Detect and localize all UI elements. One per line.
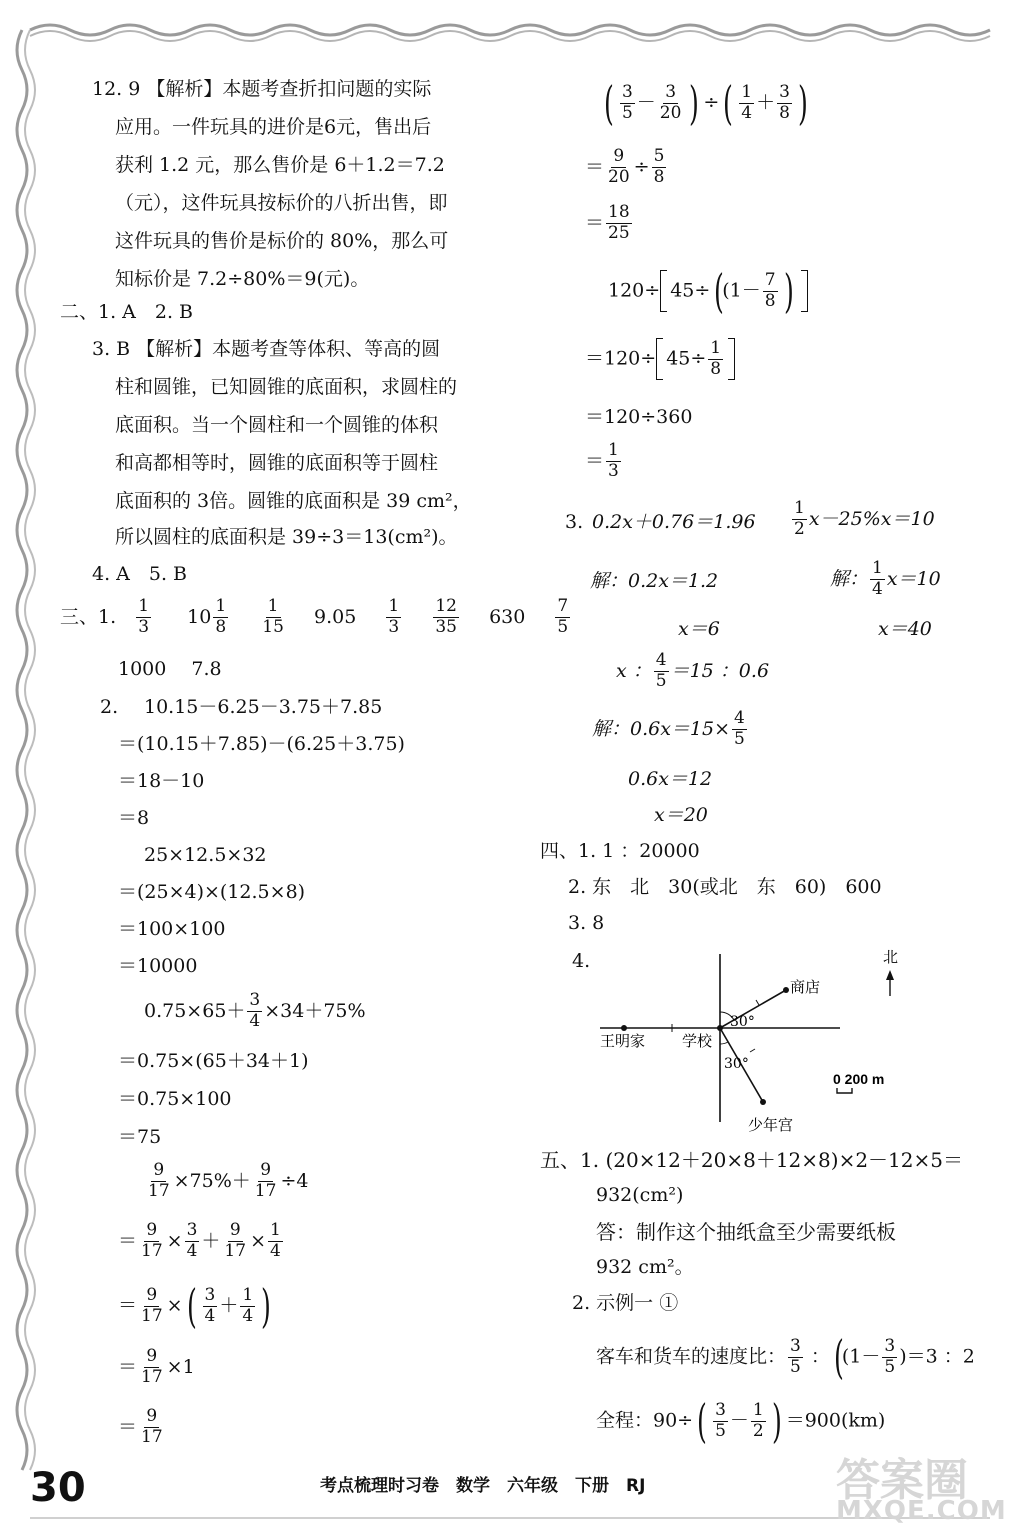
solution-c-2: 0.6x＝12 <box>628 768 713 790</box>
calc2-line-2: ＝(25×4)×(12.5×8) <box>118 881 306 903</box>
calc1-line-4: ＝8 <box>118 807 150 829</box>
calc2-line-1: 25×12.5×32 <box>144 844 267 866</box>
right-expr2-line-2: ＝120÷ 45÷ $\frac{1}{8}$ <box>585 338 735 380</box>
right-expr2-line-1: 120÷ 45÷((1－ $\frac{7}{8}$ ) <box>608 268 808 314</box>
angle-label-2: 30° <box>724 1056 749 1072</box>
answer-fraction-1: $\frac{1}{3}$ <box>138 596 150 637</box>
calc4-line-3: ＝ $\frac{9}{17}$ ×( $\frac{3}{4}$ ＋ $\frac{1}{4}$ ) <box>118 1279 272 1333</box>
equation-b: $\frac{1}{2}$ x－25%x＝10 <box>794 498 935 539</box>
calc3-line-2: ＝0.75×(65＋34＋1) <box>118 1050 309 1072</box>
home-point <box>621 1025 627 1031</box>
sec5-q2-label: 2. 示例一 ① <box>572 1292 679 1314</box>
calc2-line-4: ＝10000 <box>118 955 198 977</box>
sec4-q4-label: 4. <box>572 950 591 972</box>
right-expr1-line-2: ＝ $\frac{9}{20}$ ÷ $\frac{5}{8}$ <box>585 146 665 187</box>
palace-point <box>760 1099 766 1105</box>
north-label: 北 <box>883 948 899 966</box>
sec2-q3-line-4: 和高都相等时，圆锥的底面积等于圆柱 <box>115 452 439 474</box>
calc4-line-2: ＝ $\frac{9}{17}$ × $\frac{3}{4}$ ＋ $\frac{9}{17}$ × $\frac{1}{4}$ <box>118 1220 281 1261</box>
sec5-q1-line-1: 五、1. (20×12＋20×8＋12×8)×2－12×5＝ <box>540 1148 963 1172</box>
q12-line-1: 12. 9 【解析】本题考查折扣问题的实际 <box>92 78 432 100</box>
answer-fraction-5: $\frac{12}{35}$ <box>435 596 457 637</box>
answer-fraction-3: $\frac{1}{15}$ <box>262 596 284 637</box>
q12-line-4: （元），这件玩具按标价的八折出售，即 <box>115 192 448 214</box>
calc2-line-3: ＝100×100 <box>118 918 226 940</box>
calc1-line-1: 10.15－6.25－3.75＋7.85 <box>144 696 383 718</box>
angle-arc-2 <box>720 1042 728 1044</box>
answer-fraction-6: $\frac{7}{5}$ <box>557 596 569 637</box>
answer-fraction-2: $\frac{1}{8}$ <box>215 596 227 637</box>
speed-ratio-line: 客车和货车的速度比： $\frac{3}{5}$ ：((1－ $\frac{3}{5}$ )＝3 ：2 <box>596 1330 975 1384</box>
answer-decimal: 9.05 <box>314 605 357 628</box>
calc3-line-1: 0.75×65＋ $\frac{3}{4}$ ×34＋75% <box>144 990 366 1031</box>
sec2-q4-q5: 4. A 5. B <box>92 563 188 585</box>
sec3-answer-row <box>60 598 572 637</box>
scale-label: 0 200 m <box>833 1071 885 1087</box>
sec2-q1-q2: 二、1. A 2. B <box>60 301 194 323</box>
scale-bar <box>837 1088 852 1093</box>
right-expr1-line-1: ( $\frac{3}{5}$ － $\frac{3}{20}$ ) ÷( $\frac{1}{4}$ ＋ $\frac{3}{8}$ ) <box>604 76 808 130</box>
answer-c: x＝20 <box>654 804 708 826</box>
right-expr2-line-4: ＝ $\frac{1}{3}$ <box>585 440 619 481</box>
calc4-line-5: ＝ $\frac{9}{17}$ <box>118 1406 163 1447</box>
calc3-line-3: ＝0.75×100 <box>118 1088 232 1110</box>
school-point <box>717 1025 723 1031</box>
angle-label-1: 30° <box>730 1014 755 1030</box>
sec3-label: 三、1. <box>60 605 117 628</box>
sec5-q1-line-2: 932(cm²) <box>596 1184 684 1206</box>
sec2-q3-line-5: 底面积的 3倍。圆锥的底面积是 39 cm²， <box>115 490 472 512</box>
solution-c: 解：0.6x＝15× $\frac{4}{5}$ <box>592 708 745 749</box>
sec3-q2-label: 2. <box>100 696 119 718</box>
sec5-q1-answer-2: 932 cm²。 <box>596 1256 694 1278</box>
sec5-q1-answer: 答：制作这个抽纸盒至少需要纸板 <box>596 1220 896 1244</box>
sec2-q3-line-1: 3. B 【解析】本题考查等体积、等高的圆 <box>92 338 441 360</box>
answer-b: x＝40 <box>878 618 932 640</box>
school-label: 学校 <box>682 1032 713 1050</box>
calc1-line-3: ＝18－10 <box>118 770 205 792</box>
right-expr1-line-3: ＝ $\frac{18}{25}$ <box>585 202 630 243</box>
calc3-line-4: ＝75 <box>118 1126 162 1148</box>
shop-label: 商店 <box>790 978 821 996</box>
calc1-line-2: ＝(10.15＋7.85)－(6.25＋3.75) <box>118 733 405 755</box>
palace-label: 少年宫 <box>748 1116 794 1134</box>
q3-label: 3. <box>565 511 584 533</box>
sec4-q2: 2. 东 北 30(或北 东 60) 600 <box>568 876 882 898</box>
total-distance-line: 全程：90÷( $\frac{3}{5}$ － $\frac{1}{2}$ ) ＝900(km) <box>596 1394 886 1448</box>
answer-a: x＝6 <box>678 618 720 640</box>
watermark-logo: 答案圈 <box>836 1455 968 1506</box>
sec2-q3-line-6: 所以圆柱的底面积是 39÷3＝13(cm²)。 <box>115 526 458 548</box>
watermark-url: MXQE.COM <box>836 1496 1007 1526</box>
sec4-q1: 四、1. 1 ：20000 <box>540 840 700 862</box>
equation-c: x ： $\frac{4}{5}$ ＝15 ：0.6 <box>616 650 770 691</box>
q12-line-5: 这件玩具的售价是标价的 80%，那么可 <box>115 230 449 252</box>
answer-mixed-whole: 10 <box>187 605 212 628</box>
solution-b: 解： $\frac{1}{4}$ x＝10 <box>830 558 941 599</box>
home-label: 王明家 <box>600 1032 646 1050</box>
calc4-line-1: $\frac{9}{17}$ ×75%＋ $\frac{9}{17}$ ÷4 <box>148 1160 309 1201</box>
equation-a: 0.2x＋0.76＝1.96 <box>592 511 756 533</box>
sec2-q3-line-3: 底面积。当一个圆柱和一个圆锥的体积 <box>115 414 439 436</box>
shop-point <box>783 987 789 993</box>
north-arrow-head <box>886 970 894 980</box>
footer-title: 考点梳理时习卷 数学 六年级 下册 RJ <box>320 1476 646 1496</box>
sec2-q3-line-2: 柱和圆锥，已知圆锥的底面积，求圆柱的 <box>115 376 458 398</box>
location-map-diagram <box>590 940 920 1140</box>
sec4-q3: 3. 8 <box>568 912 605 934</box>
sec3-answer-row-2: 1000 7.8 <box>118 658 222 680</box>
page-number: 30 <box>30 1465 86 1511</box>
answer-fraction-4: $\frac{1}{3}$ <box>388 596 400 637</box>
answer-integer: 630 <box>489 605 526 628</box>
q12-line-2: 应用。一件玩具的进价是6元，售出后 <box>115 116 432 138</box>
q12-line-3: 获利 1.2 元，那么售价是 6＋1.2＝7.2 <box>115 154 445 176</box>
right-expr2-line-3: ＝120÷360 <box>585 406 693 428</box>
solution-a: 解：0.2x＝1.2 <box>590 570 719 592</box>
q12-line-6: 知标价是 7.2÷80%＝9(元)。 <box>115 268 370 290</box>
calc4-line-4: ＝ $\frac{9}{17}$ ×1 <box>118 1346 195 1387</box>
